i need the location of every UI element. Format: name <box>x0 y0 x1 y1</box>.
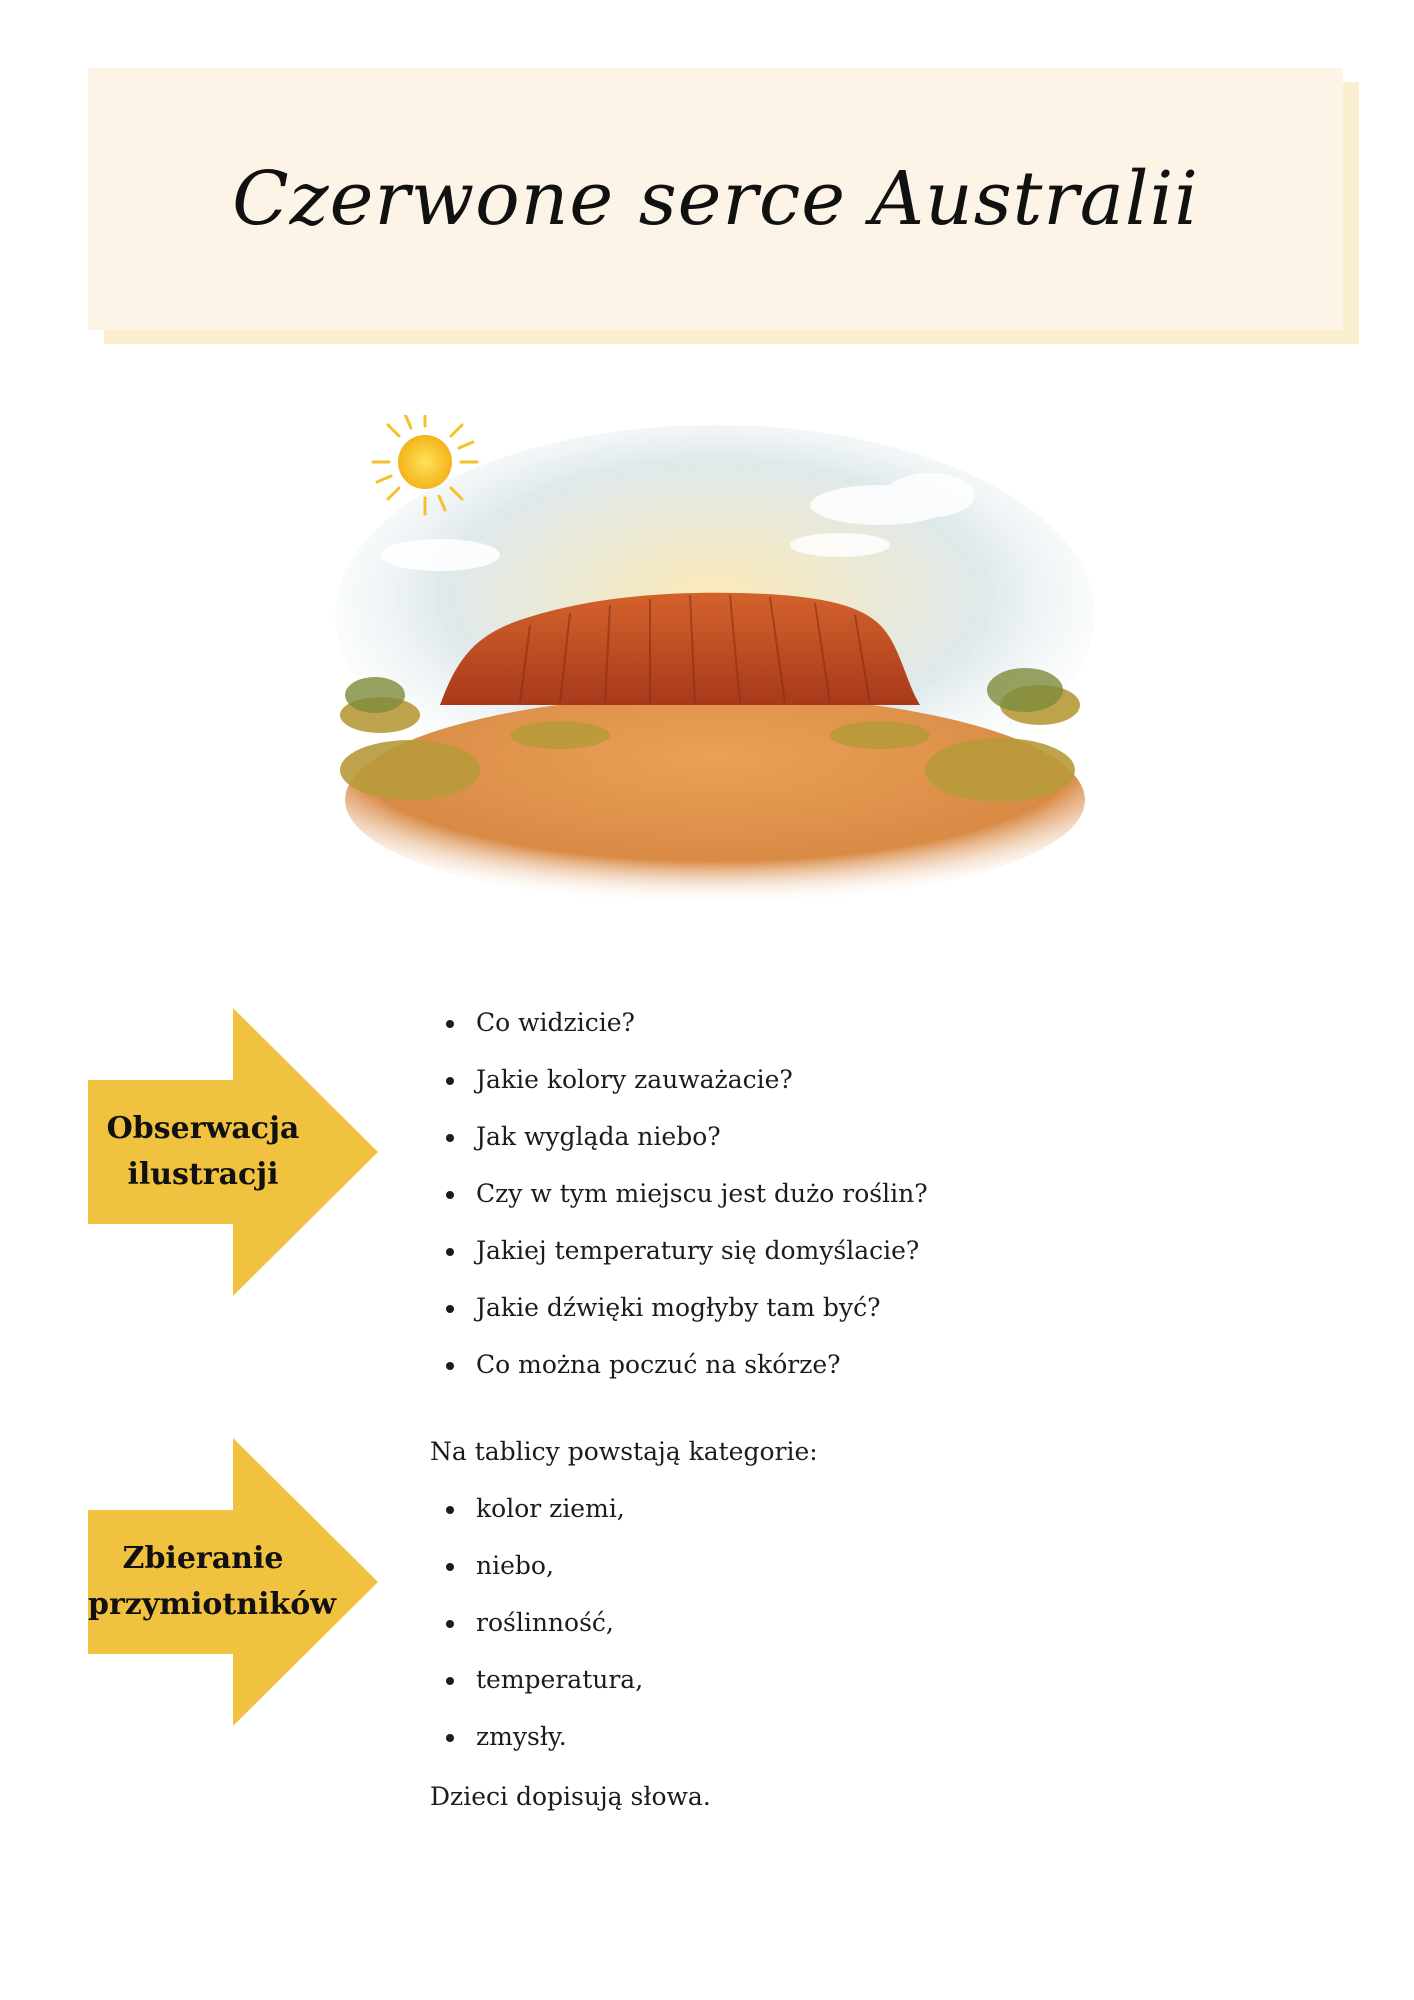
list-item: Jak wygląda niebo? <box>430 1117 928 1174</box>
list-item: Czy w tym miejscu jest dużo roślin? <box>430 1174 928 1231</box>
list-item: zmysły. <box>430 1717 643 1774</box>
list-item: niebo, <box>430 1546 643 1603</box>
categories-list <box>430 1489 643 1774</box>
section-arrow-adjectives <box>88 1438 378 1726</box>
observation-questions <box>430 1003 928 1402</box>
list-item: temperatura, <box>430 1660 643 1717</box>
title-banner <box>88 68 1343 330</box>
page-title: Czerwone serce Australii <box>232 156 1199 242</box>
sun-icon <box>373 415 477 514</box>
section-arrow-observation <box>88 1008 378 1296</box>
list-item: Jakie dźwięki mogłyby tam być? <box>430 1288 928 1345</box>
list-item: kolor ziemi, <box>430 1489 643 1546</box>
list-item: Jakie kolory zauważacie? <box>430 1060 928 1117</box>
list-item: Jakiej temperatury się domyślacie? <box>430 1231 928 1288</box>
list-item: Co widzicie? <box>430 1003 928 1060</box>
list-item: roślinność, <box>430 1603 643 1660</box>
section-label: Zbieranie przymiotników <box>88 1541 337 1622</box>
list-item: Co można poczuć na skórze? <box>430 1345 928 1402</box>
closing-note: Dzieci dopisują słowa. <box>430 1782 711 1811</box>
categories-intro: Na tablicy powstają kategorie: <box>430 1437 818 1466</box>
uluru-illustration <box>320 415 1100 905</box>
section-label: Obserwacja ilustracji <box>106 1111 300 1192</box>
